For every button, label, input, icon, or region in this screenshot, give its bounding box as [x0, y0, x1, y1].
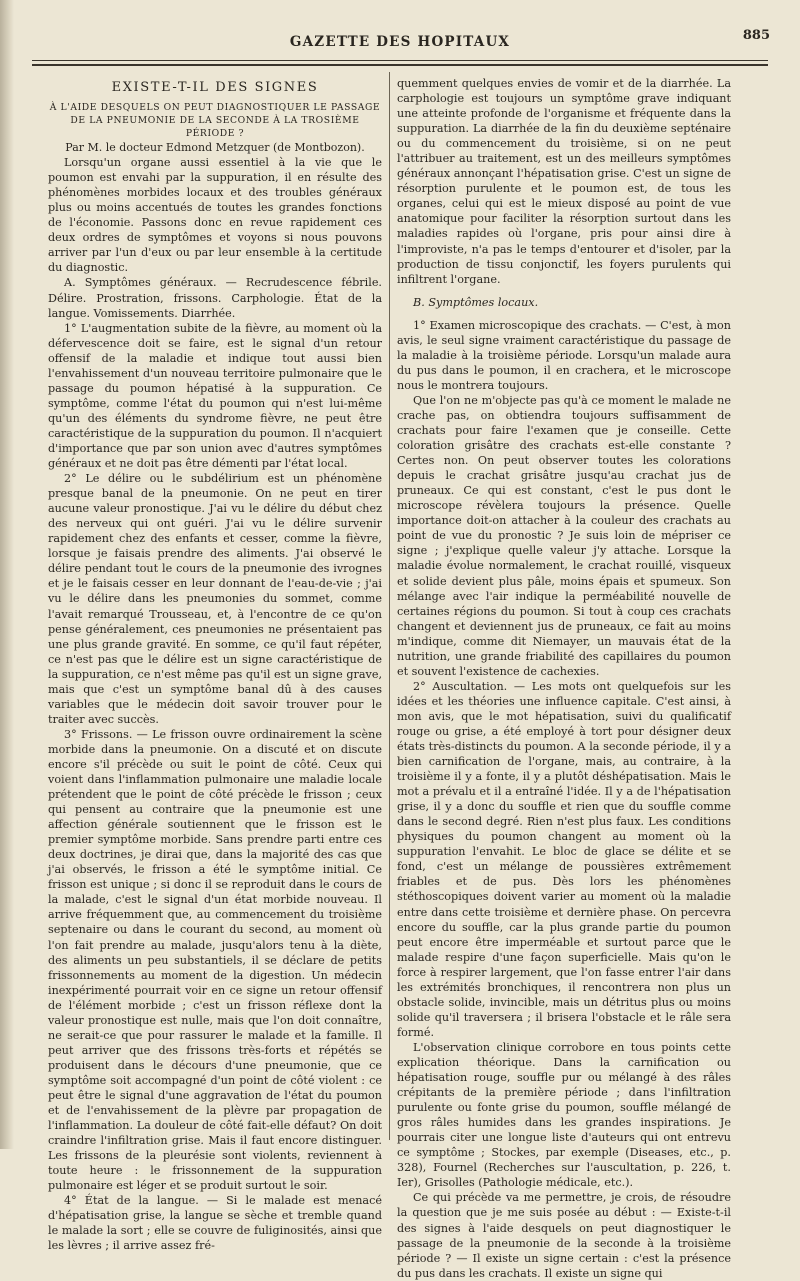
- section-heading: B. Symptômes locaux.: [413, 295, 539, 309]
- article-byline: Par M. le docteur Edmond Metzquer (de Montbozon).: [65, 141, 365, 155]
- journal-title: GAZETTE DES HOPITAUX: [289, 34, 511, 50]
- paragraph: 2° Le délire ou le subdélirium est un phénomène presque banal de la pneumonie. On ne peut en tirer aucune valeur pronostique. J'ai vu le délire du début chez des nerveux qui ont guéri. J'ai vu le délire survenir rapidement chez des enfants et cesser, comme la fièvre, lorsque je faisais prendre des aliments. J'ai observé le délire pendant tout le cours de la pneumonie des ivrognes et je le faisais cesser en leur donnant de l'eau-de-vie ; j'ai vu le délire dans les pneumonies du sommet, comme l'avait remarqué Trousseau, et, à l'encontre de ce qu'on pense généralement, ces pneumonies ne présentaient pas une plus grande gravité. En somme, ce qu'il faut répéter, ce n'est pas que le délire est un signe caractéristique de la suppuration, ce n'est même pas qu'il est un signe grave, mais que c'est un symptôme banal dû à des causes variables que le médecin doit savoir trouver pour le traiter avec succès.: [48, 472, 382, 726]
- paragraph: 1° L'augmentation subite de la fièvre, au moment où la défervescence doit se faire, est le signal d'un retour offensif de la maladie et indique tout aussi bien l'envahissement d'un nouveau territoire pulmonaire que le passage du poumon hépatisé à la suppuration. Ce symptôme, comme l'état du poumon qui n'est lui-même qu'un des éléments du syndrome fièvre, ne peut être caractéristique de la suppuration du poumon. Il n'acquiert d'importance que par son union avec d'autres symptômes généraux et ne doit pas être démenti par l'état local.: [48, 321, 382, 471]
- right-column: [397, 76, 731, 1281]
- section-spacer: [397, 287, 731, 295]
- paragraph: 4° État de la langue. — Si le malade est menacé d'hépatisation grise, la langue se sèche et tremble quand le malade la sort ; elle se couvre de fuliginosités, ainsi que les lèvres ; il arrive assez fré-: [48, 1194, 382, 1253]
- article-subtitle: À L'AIDE DESQUELS ON PEUT DIAGNOSTIQUER LE PASSAGE DE LA PNEUMONIE DE LA SECONDE À LA TROSIÈME PÉRIODE ?: [49, 102, 381, 140]
- header-rule-thick: [32, 64, 768, 66]
- article-title: EXISTE-T-IL DES SIGNES: [111, 80, 319, 95]
- paragraph: L'observation clinique corrobore en tous points cette explication théorique. Dans la carnification ou hépatisation rouge, souffle pur ou mélangé à des râles crépitants de la première période ; dans l'infiltration purulente ou fonte grise du poumon, souffle mélangé de gros râles humides dans les grandes inspirations. Je pourrais citer une longue liste d'auteurs qui ont entrevu ce symptôme ; Stockes, par exemple (Diseases, etc., p. 328), Fournel (Recherches sur l'auscultation, p. 226, t. Ier), Grisolles (Pathologie médicale, etc.).: [397, 1040, 731, 1190]
- paragraph: Que l'on ne m'objecte pas qu'à ce moment le malade ne crache pas, on obtiendra toujours suffisamment de crachats pour faire l'examen que je conseille. Cette coloration grisâtre des crachats est-elle constante ? Certes non. On peut observer toutes les colorations depuis le crachat grisâtre jusqu'au crachat jus de pruneaux. Ce qui est constant, c'est le pus dont le microscope révèlera toujours la présence. Quelle importance doit-on attacher à la couleur des crachats au point de vue du pronostic ? Je suis loin de mépriser ce signe ; j'explique quelle valeur j'y attache. Lorsque la maladie évolue normalement, le crachat rouillé, visqueux et solide devient plus pâle, moins épais et spumeux. Son mélange avec l'air indique la perméabilité nouvelle de certaines régions du poumon. Si tout à coup ces crachats changent et deviennent jus de pruneaux, ce fait au moins m'indique, comme dit Niemayer, un mauvais état de la nutrition, une grande friabilité des capillaires du poumon et souvent l'existence de cachexies.: [397, 393, 731, 678]
- paragraph: 1° Examen microscopique des crachats. — C'est, à mon avis, le seul signe vraiment caractéristique du passage de la maladie à la troisième période. Lorsqu'un malade aura du pus dans le poumon, il en crachera, et le microscope nous le montrera toujours.: [397, 318, 731, 392]
- paragraph: A. Symptômes généraux. — Recrudescence fébrile. Délire. Prostration, frissons. Carphologie. État de la langue. Vomissements. Diarrhée.: [48, 276, 382, 320]
- left-column: [48, 76, 382, 1254]
- paragraph: Lorsqu'un organe aussi essentiel à la vie que le poumon est envahi par la suppuration, il en résulte des phénomènes morbides locaux et des troubles généraux plus ou moins accentués de toutes les grandes fonctions de l'économie. Passons donc en revue rapidement ces deux ordres de symptômes et voyons si nous pouvons arriver par l'un d'eux ou par leur ensemble à la certitude du diagnostic.: [48, 156, 382, 275]
- header-rule: [32, 60, 768, 61]
- paragraph: 2° Auscultation. — Les mots ont quelquefois sur les idées et les théories une influence capitale. C'est ainsi, à mon avis, que le mot hépatisation, suivi du qualificatif rouge ou grise, a été employé à tort pour désigner deux états très-distincts du poumon. A la seconde période, il y a bien carnification de l'organe, mais, au contraire, à la troisième il y a fonte, il y a plutôt déshépatisation. Mais le mot a prévalu et il a entraîné l'idée. Il y a de l'hépatisation grise, il y a donc du souffle et rien que du souffle comme dans le second degré. Rien n'est plus faux. Les conditions physiques du poumon changent au moment où la suppuration l'envahit. Le bloc de glace se délite et se fond, c'est un mélange de poussières extrêmement friables et de pus. Dès lors les phénomènes stéthoscopiques doivent varier au moment où la maladie entre dans cette troisième et dernière phase. On percevra encore du souffle, car la plus grande partie du poumon peut encore être imperméable et surtout parce que le malade respire d'une façon superficielle. Mais qu'on le force à respirer largement, que l'on fasse entrer l'air dans les extrémités bronchiques, il rencontrera non plus un obstacle solide, invincible, mais un détritus plus ou moins solide qu'il traversera ; il brisera l'obstacle et le râle sera formé.: [397, 679, 731, 1039]
- running-head: [30, 28, 770, 58]
- paragraph: quemment quelques envies de vomir et de la diarrhée. La carphologie est toujours un symptôme grave indiquant une atteinte profonde de l'organisme et fréquente dans la suppuration. La diarrhée de la fin du deuxième septénaire ou du commencement du troisième, si on ne peut l'attribuer au traitement, est un des meilleurs symptômes généraux annonçant l'hépatisation grise. C'est un signe de résorption purulente et le poumon est, de tous les organes, celui qui est le mieux disposé au point de vue anatomique pour faciliter la résorption surtout dans les maladies rapides où l'organe, pris pour ainsi dire à l'improviste, n'a pas le temps d'entourer et d'isoler, par la production de tissu conjonctif, les foyers purulents qui infiltrent l'organe.: [397, 77, 731, 286]
- paragraph: Ce qui précède va me permettre, je crois, de résoudre la question que je me suis posée au début : — Existe-t-il des signes à l'aide desquels on peut diagnostiquer le passage de la pneumonie de la seconde à la troisième période ? — Il existe un signe certain : c'est la présence du pus dans les crachats. Il existe un signe qui: [397, 1191, 731, 1280]
- page-number: 885: [742, 28, 770, 43]
- paragraph: 3° Frissons. — Le frisson ouvre ordinairement la scène morbide dans la pneumonie. On a discuté et on discute encore s'il précède ou suit le point de côté. Ceux qui voient dans l'inflammation pulmonaire une maladie locale prétendent que le point de côté précède le frisson ; ceux qui pensent au contraire que la pneumonie est une affection générale soutiennent que le frisson est le premier symptôme morbide. Sans prendre parti entre ces deux doctrines, je dirai que, dans la majorité des cas que j'ai observés, le frisson a été le symptôme initial. Ce frisson est unique ; si donc il se reproduit dans le cours de la malade, c'est le signal d'un état morbide nouveau. Il arrive fréquemment que, au commencement du troisième septenaire ou dans le courant du second, au moment où l'on fait prendre au malade, jusqu'alors tenu à la diète, des aliments un peu substantiels, il se déclare de petits frissonnements au moment de la digestion. Un médecin inexpérimenté pourrait voir en ce signe un retour offensif de l'élément morbide ; c'est un frisson réflexe dont la valeur pronostique est nulle, mais que l'on doit connaître, ne serait-ce que pour rassurer le malade et la famille. Il peut arriver que des frissons très-forts et répétés se produisent dans le décours d'une pneumonie, que ce symptôme soit accompagné d'un point de côté violent : ce peut être le signal d'une aggravation de l'état du poumon et de l'envahissement de la plèvre par propagation de l'inflammation. La douleur de côté fait-elle défaut? On doit craindre l'infiltration grise. Mais il faut encore distinguer. Les frissons de la pleurésie sont violents, reviennent à toute heure : le frissonnement de la suppuration pulmonaire est léger et se produit surtout le soir.: [48, 727, 382, 1193]
- column-divider: [389, 72, 390, 1140]
- page-binding-edge: [0, 0, 14, 1149]
- section-spacer: [397, 310, 731, 318]
